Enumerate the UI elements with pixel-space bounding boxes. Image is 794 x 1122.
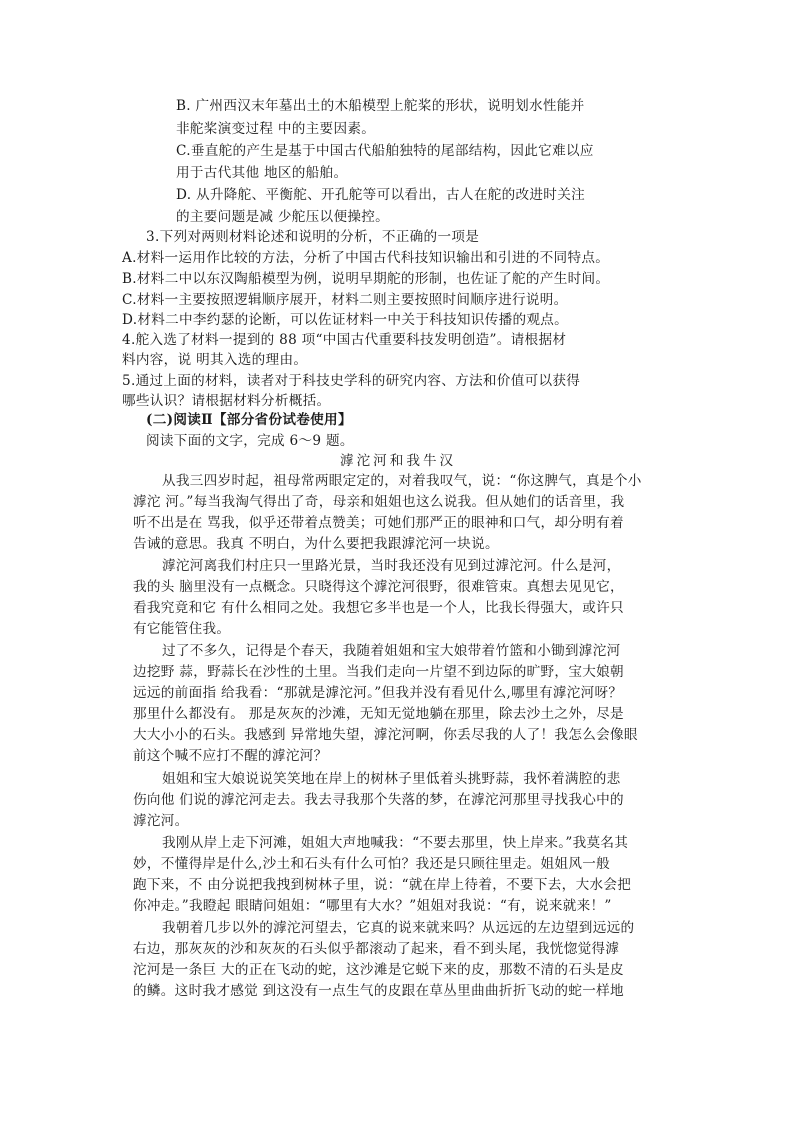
question-3-stem: 3.下列对两则材料论述和说明的分析，不正确的一项是 bbox=[146, 229, 480, 245]
paragraph-1-line-4: 告诫的意思。我真 不明白，为什么要把我跟滹沱河一块说。 bbox=[133, 536, 499, 552]
paragraph-1-line-1: 从我三四岁时起，祖母常两眼定定的，对着我叹气，说：“你这脾气，真是个小 bbox=[162, 473, 642, 489]
paragraph-6-line-3: 沱河是一条巨 大的正在飞动的蛇，这沙滩是它蜕下来的皮，那数不清的石头是皮 bbox=[133, 962, 624, 978]
question-3-option-c: C.材料一主要按照逻辑顺序展开，材料二则主要按照时间顺序进行说明。 bbox=[122, 292, 568, 308]
paragraph-2-line-2: 我的头 脑里没有一点概念。只晓得这个滹沱河很野，很难管束。真想去见见它， bbox=[133, 579, 624, 595]
question-3-option-d: D.材料二中李约瑟的论断，可以佐证材料一中关于科技知识传播的观点。 bbox=[122, 312, 569, 328]
option-c-line-1: C.垂直舵的产生是基于中国古代船舶独特的尾部结构，因此它难以应 bbox=[176, 143, 594, 159]
paragraph-6-line-2: 右边，那灰灰的沙和灰灰的石头似乎都滚动了起来，看不到头尾，我恍惚觉得滹 bbox=[133, 941, 620, 957]
question-5-line-1: 5.通过上面的材料，读者对于科技史学科的研究内容、方法和价值可以获得 bbox=[122, 373, 581, 389]
paragraph-6-line-4: 的鳞。这时我才感觉 到这没有一点生气的皮跟在草丛里曲曲折折飞动的蛇一样地 bbox=[133, 983, 624, 999]
option-b-line-1: B. 广州西汉末年墓出土的木船模型上舵桨的形状，说明划水性能并 bbox=[176, 98, 585, 114]
question-5-line-2: 哪些认识？请根据材料分析概括。 bbox=[122, 393, 331, 409]
paragraph-4-line-2: 伤向他 们说的滹沱河走去。我去寻我那个失落的梦，在滹沱河那里寻找我心中的 bbox=[133, 792, 624, 808]
paragraph-1-line-3: 听不出是在 骂我，似乎还带着点赞美；可她们那严正的眼神和口气，却分明有着 bbox=[133, 515, 624, 531]
paragraph-1-line-2: 滹沱 河。”每当我淘气得出了奇，母亲和姐姐也这么说我。但从她们的话音里，我 bbox=[133, 494, 625, 510]
paragraph-3-line-1: 过了不多久，记得是个春天，我随着姐姐和宝大娘带着竹篮和小锄到滹沱河 bbox=[162, 643, 621, 659]
option-b-line-2: 非舵桨演变过程 中的主要因素。 bbox=[176, 121, 376, 137]
paragraph-3-line-6: 前这个喊不应打不醒的滹沱河？ bbox=[133, 748, 328, 764]
section-heading: (二)阅读Ⅱ【部分省份试卷使用】 bbox=[146, 412, 352, 428]
question-3-option-a: A.材料一运用作比较的方法，分析了中国古代科技知识输出和引进的不同特点。 bbox=[122, 250, 610, 266]
option-c-line-2: 用于古代其他 地区的船舶。 bbox=[176, 165, 348, 181]
paragraph-2-line-1: 滹沱河离我们村庄只一里路光景，当时我还没有见到过滹沱河。什么是河， bbox=[162, 558, 621, 574]
paragraph-5-line-2: 妙，不懂得岸是什么,沙土和石头有什么可怕？我还是只顾往里走。姐姐风一般 bbox=[133, 856, 611, 872]
paragraph-3-line-2: 边挖野 蒜，野蒜长在沙性的土里。当我们走向一片望不到边际的旷野，宝大娘朝 bbox=[133, 664, 624, 680]
paragraph-5-line-4: 你冲走。”我瞪起 眼睛问姐姐：“哪里有大水？”姐姐对我说：“有，说来就来！” bbox=[133, 898, 612, 914]
paragraph-3-line-4: 那里什么都没有。 那是灰灰的沙滩，无知无觉地躺在那里，除去沙土之外，尽是 bbox=[133, 706, 624, 722]
paragraph-5-line-3: 跑下来，不 由分说把我拽到树林子里，说：“就在岸上待着，不要下去，大水会把 bbox=[133, 877, 632, 893]
paragraph-6-line-1: 我朝着几步以外的滹沱河望去，它真的说来就来吗？从远远的左边望到远远的 bbox=[162, 920, 635, 936]
section-instruction: 阅读下面的文字，完成 6～9 题。 bbox=[146, 433, 354, 449]
paragraph-2-line-4: 有它能管住我。 bbox=[133, 621, 231, 637]
option-d-line-2: 的主要问题是减 少舵压以便操控。 bbox=[176, 209, 390, 225]
paragraph-2-line-3: 看我究竟和它 有什么相同之处。我想它多半也是一个人，比我长得强大，或许只 bbox=[133, 600, 624, 616]
question-4-line-2: 料内容，说 明其入选的理由。 bbox=[122, 352, 308, 368]
option-d-line-1: D. 从升降舵、平衡舵、开孔舵等可以看出，古人在舵的改进时关注 bbox=[176, 187, 585, 203]
article-title: 滹沱河和我牛汉 bbox=[340, 453, 457, 469]
question-4-line-1: 4.舵入选了材料一提到的 88 项“中国古代重要科技发明创造”。请根据材 bbox=[122, 332, 567, 348]
question-3-option-b: B.材料二中以东汉陶船模型为例，说明早期舵的形制，也佐证了舵的产生时间。 bbox=[122, 271, 610, 287]
paragraph-5-line-1: 我刚从岸上走下河滩，姐姐大声地喊我：“不要去那里，快上岸来。”我莫名其 bbox=[162, 835, 629, 851]
paragraph-3-line-5: 大大小小的石头。我感到 异常地失望，滹沱河啊，你丢尽我的人了！我怎么会像眼 bbox=[133, 727, 638, 743]
paragraph-4-line-3: 滹沱河。 bbox=[133, 813, 189, 829]
paragraph-3-line-3: 远远的前面指 给我看：“那就是滹沱河。”但我并没有看见什么,哪里有滹沱河呀？ bbox=[133, 685, 623, 701]
paragraph-4-line-1: 姐姐和宝大娘说说笑笑地在岸上的树林子里低着头挑野蒜，我怀着满腔的悲 bbox=[162, 771, 621, 787]
